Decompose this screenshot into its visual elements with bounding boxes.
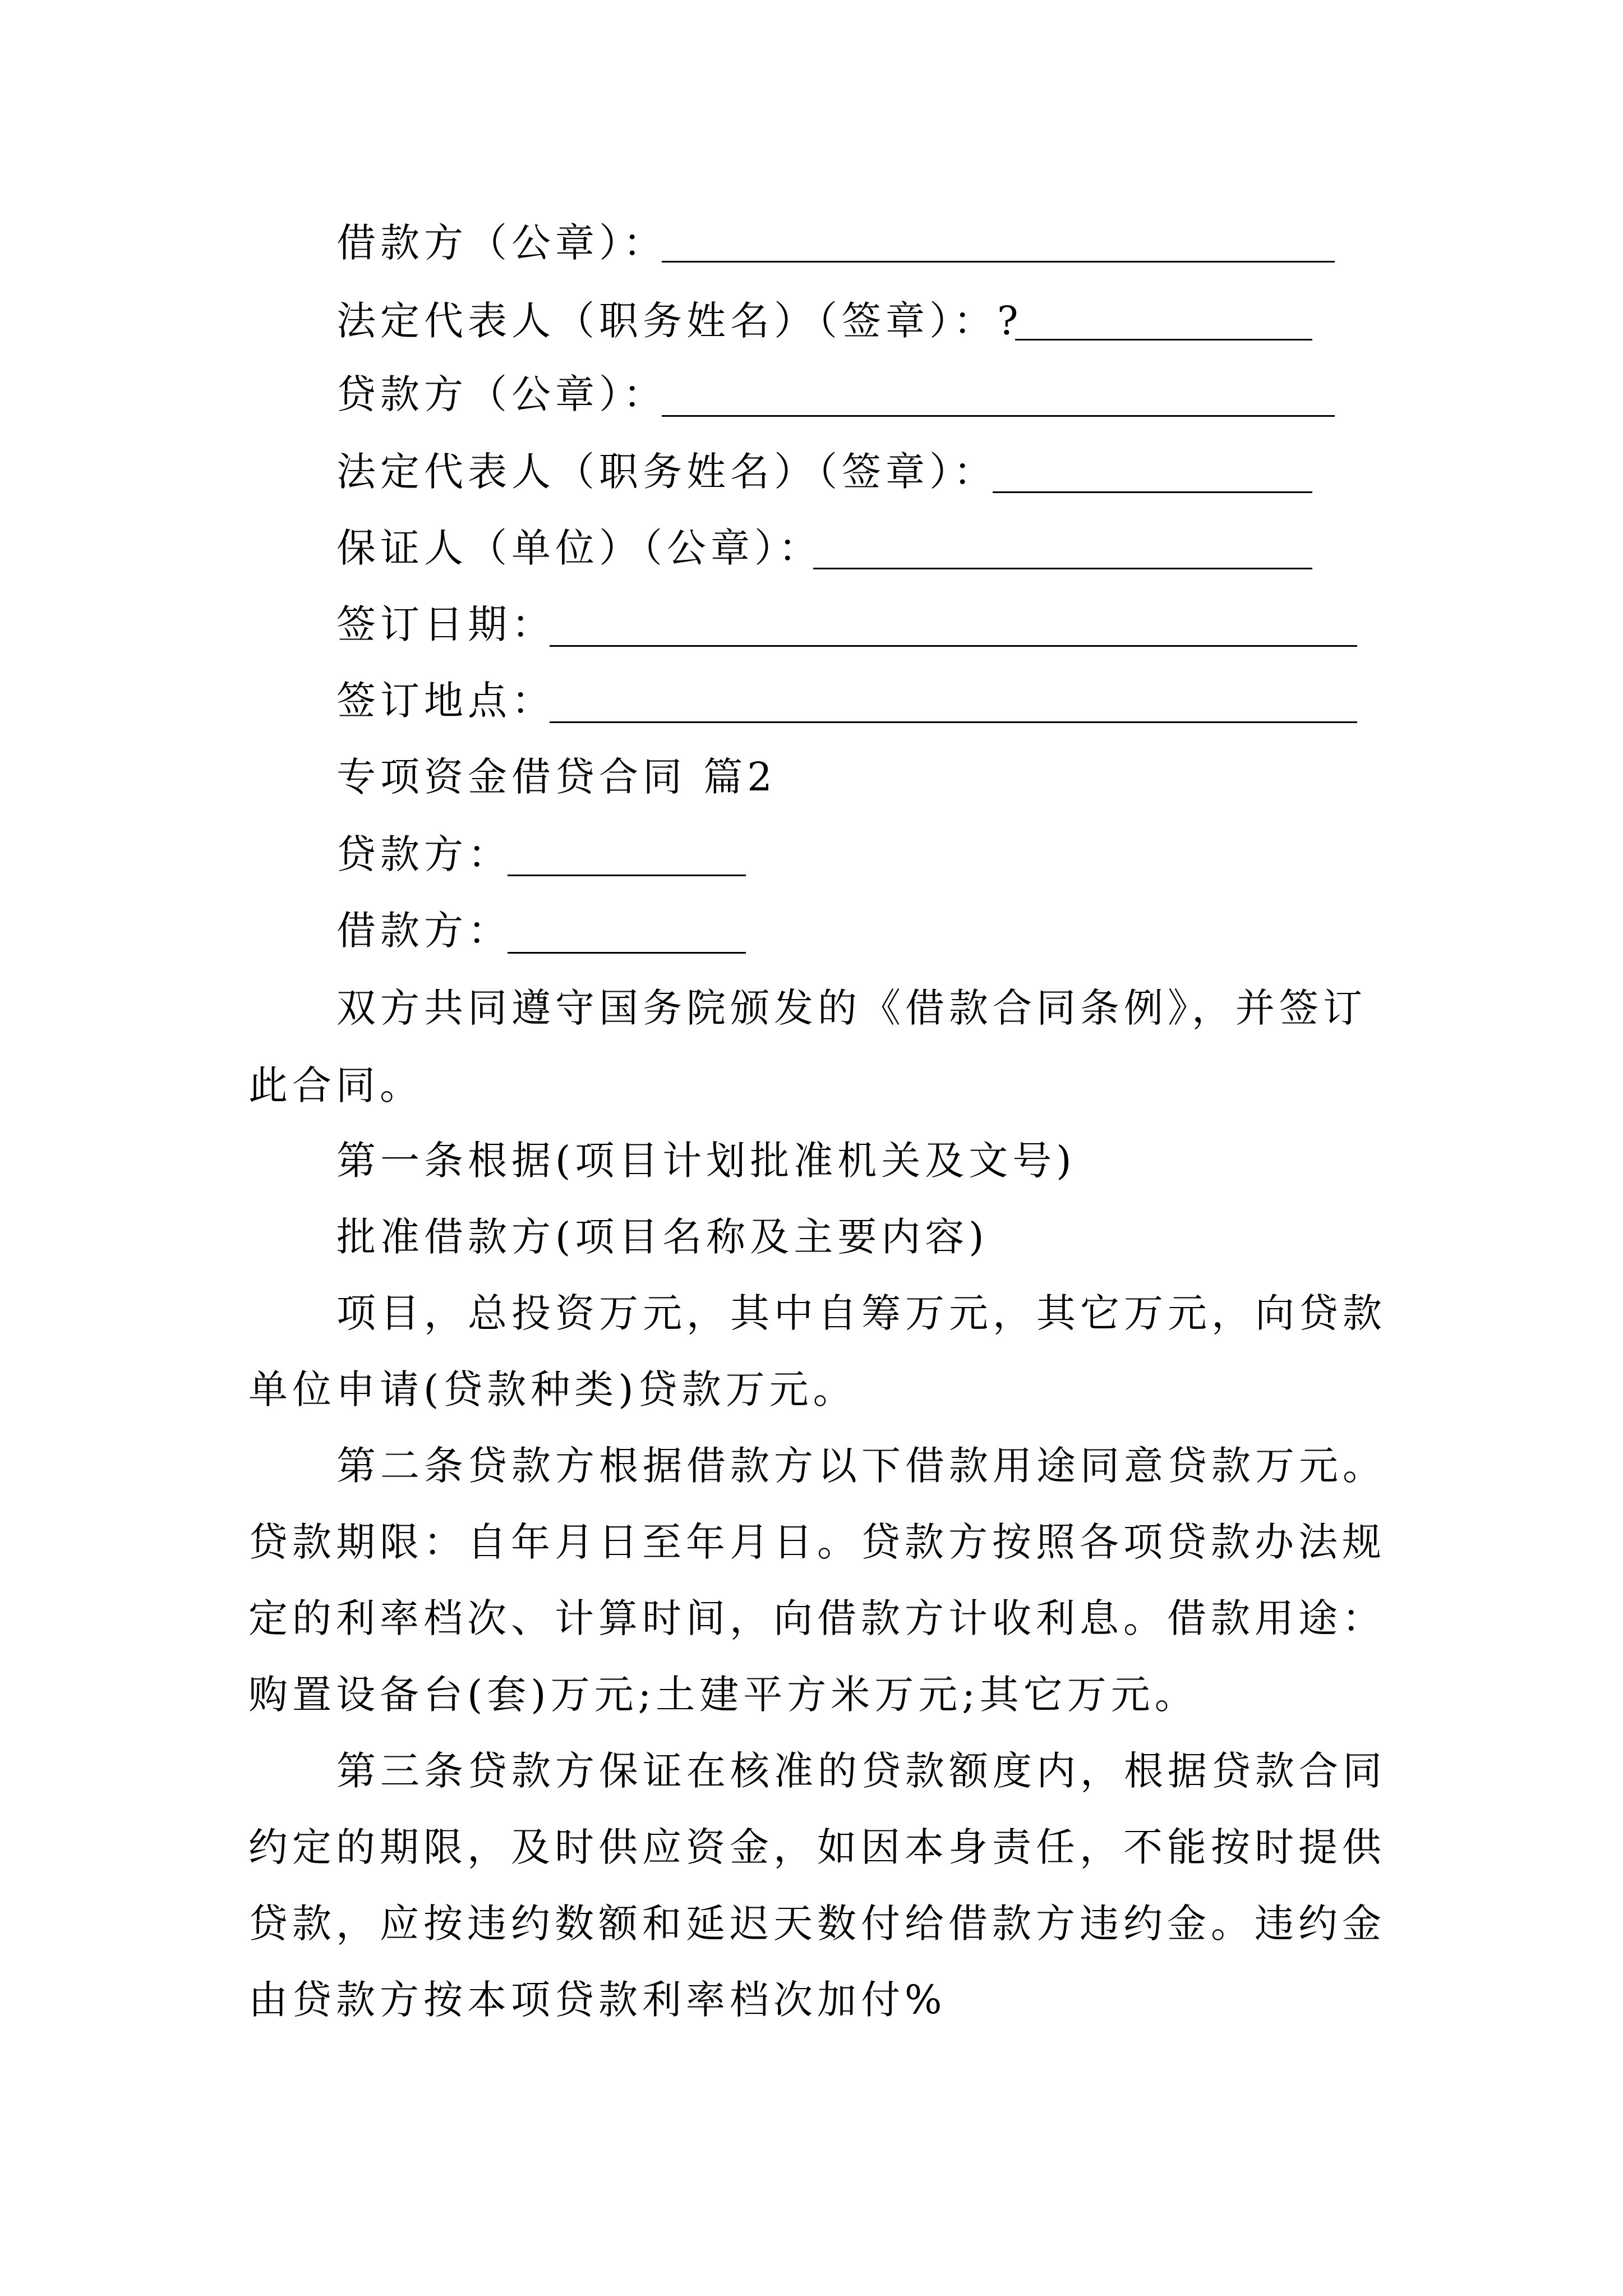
body-line: 项目，总投资万元，其中自筹万元，其它万元，向贷款 (336, 1290, 1386, 1336)
sign-date-blank (550, 645, 1357, 647)
body-line: 约定的期限，及时供应资金，如因本身责任，不能按时提供 (248, 1824, 1386, 1870)
body-line: 贷款期限：自年月日至年月日。贷款方按照各项贷款办法规 (248, 1519, 1386, 1565)
sign-place-label: 签订地点： (336, 678, 555, 724)
body-line: 第二条贷款方根据借款方以下借款用途同意贷款万元。 (336, 1443, 1386, 1489)
body-line: 此合同。 (248, 1062, 423, 1108)
lender-label: 贷款方： (336, 831, 511, 877)
sign-place-blank (550, 721, 1357, 723)
body-line: 第三条贷款方保证在核准的贷款额度内，根据贷款合同 (336, 1748, 1386, 1794)
body-line: 定的利率档次、计算时间，向借款方计收利息。借款用途： (248, 1595, 1386, 1641)
lender-seal-label: 贷款方（公章）： (336, 371, 667, 417)
body-line: 第一条根据(项目计划批准机关及文号) (336, 1138, 1076, 1184)
legal-rep-2-label: 法定代表人（职务姓名）（签章）： (336, 449, 997, 495)
guarantor-seal-blank (813, 568, 1312, 569)
borrower-seal-label: 借款方（公章）： (336, 220, 667, 266)
borrower-seal-blank (662, 261, 1335, 263)
body-line: 单位申请(贷款种类)贷款万元。 (248, 1366, 857, 1412)
section-title: 专项资金借贷合同 篇2 (336, 754, 777, 800)
borrower-label: 借款方： (336, 908, 511, 954)
body-line: 由贷款方按本项贷款利率档次加付% (248, 1977, 947, 2023)
legal-rep-1-blank (1015, 339, 1312, 341)
borrower-blank (508, 952, 746, 954)
body-line: 双方共同遵守国务院颁发的《借款合同条例》，并签订 (336, 985, 1367, 1031)
lender-blank (508, 875, 746, 876)
guarantor-seal-label: 保证人（单位）（公章）： (336, 525, 822, 571)
lender-seal-blank (662, 415, 1335, 417)
body-line: 批准借款方(项目名称及主要内容) (336, 1214, 989, 1260)
body-line: 购置设备台(套)万元;土建平方米万元;其它万元。 (248, 1672, 1198, 1718)
body-line: 贷款，应按违约数额和延迟天数付给借款方违约金。违约金 (248, 1901, 1386, 1947)
legal-rep-1-label: 法定代表人（职务姓名）（签章）：? (336, 298, 1023, 344)
sign-date-label: 签订日期： (336, 601, 555, 647)
legal-rep-2-blank (993, 491, 1312, 493)
